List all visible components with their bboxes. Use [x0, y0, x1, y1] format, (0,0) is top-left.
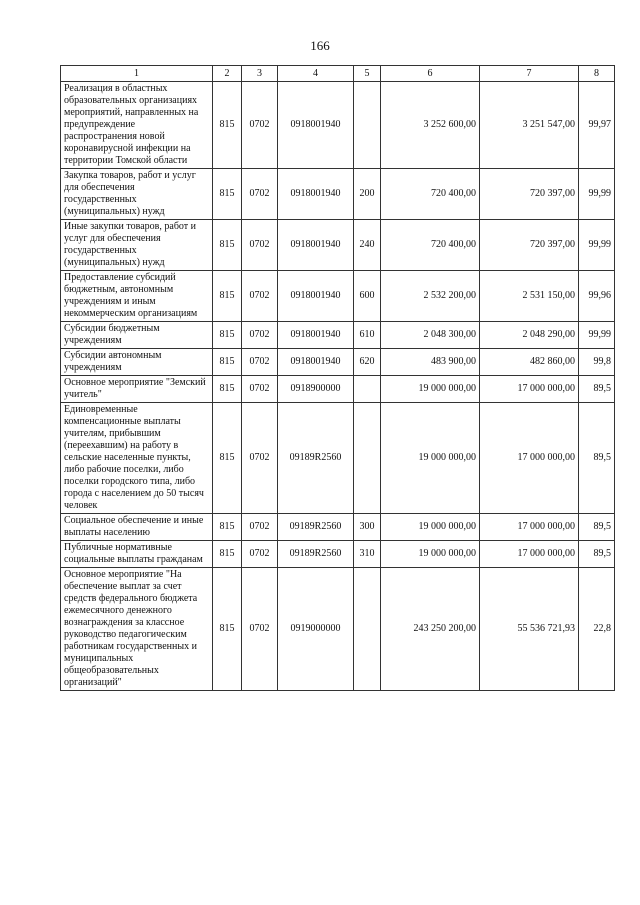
- page-number: 166: [310, 38, 330, 53]
- cell-percent: 89,5: [579, 514, 615, 541]
- cell-section-code: 0702: [242, 220, 278, 271]
- table-row: [61, 82, 615, 169]
- cell-percent: 99,8: [579, 349, 615, 376]
- cell-section-code: 0702: [242, 82, 278, 169]
- cell-planned: 483 900,00: [381, 349, 480, 376]
- row-name: Основное мероприятие "Земский учитель": [61, 376, 213, 403]
- cell-expense-type: 610: [354, 322, 381, 349]
- cell-expense-type: 200: [354, 169, 381, 220]
- cell-expense-type: 310: [354, 541, 381, 568]
- cell-admin-code: 815: [213, 271, 242, 322]
- cell-percent: 99,99: [579, 220, 615, 271]
- cell-section-code: 0702: [242, 376, 278, 403]
- cell-percent: 89,5: [579, 541, 615, 568]
- cell-expense-type: 240: [354, 220, 381, 271]
- cell-planned: 19 000 000,00: [381, 541, 480, 568]
- cell-planned: 720 400,00: [381, 169, 480, 220]
- cell-actual: 720 397,00: [480, 169, 579, 220]
- table-row: [61, 322, 615, 349]
- cell-percent: 99,99: [579, 322, 615, 349]
- cell-target-code: 0918900000: [278, 376, 354, 403]
- cell-admin-code: 815: [213, 514, 242, 541]
- cell-admin-code: 815: [213, 169, 242, 220]
- cell-section-code: 0702: [242, 541, 278, 568]
- cell-expense-type: 600: [354, 271, 381, 322]
- table-row: [61, 568, 615, 691]
- column-header: 6: [381, 66, 480, 82]
- row-name: Публичные нормативные социальные выплаты гражданам: [61, 541, 213, 568]
- column-header: 2: [213, 66, 242, 82]
- cell-expense-type: 620: [354, 349, 381, 376]
- cell-expense-type: [354, 403, 381, 514]
- row-name: Основное мероприятие "На обеспечение выплат за счет средств федерального бюджета ежемесячного денежного вознаграждения за классное руководство педагогическим работникам государственных и муниципальных общеобразовательных организаций": [61, 568, 213, 691]
- cell-planned: 720 400,00: [381, 220, 480, 271]
- table-row: [61, 349, 615, 376]
- row-name: Социальное обеспечение и иные выплаты населению: [61, 514, 213, 541]
- cell-target-code: 09189R2560: [278, 403, 354, 514]
- table-row: [61, 376, 615, 403]
- cell-admin-code: 815: [213, 220, 242, 271]
- cell-percent: 99,96: [579, 271, 615, 322]
- cell-section-code: 0702: [242, 322, 278, 349]
- cell-planned: 19 000 000,00: [381, 514, 480, 541]
- cell-actual: 2 048 290,00: [480, 322, 579, 349]
- cell-admin-code: 815: [213, 568, 242, 691]
- cell-target-code: 09189R2560: [278, 541, 354, 568]
- row-name: Реализация в областных образовательных организациях мероприятий, направленных на предупреждение распространения новой коронавирусной инфекции на территории Томской области: [61, 82, 213, 169]
- cell-actual: 2 531 150,00: [480, 271, 579, 322]
- cell-planned: 3 252 600,00: [381, 82, 480, 169]
- cell-percent: 89,5: [579, 403, 615, 514]
- cell-percent: 22,8: [579, 568, 615, 691]
- cell-target-code: 0918001940: [278, 220, 354, 271]
- column-header: 4: [278, 66, 354, 82]
- cell-expense-type: [354, 376, 381, 403]
- cell-target-code: 0918001940: [278, 271, 354, 322]
- table-row: [61, 514, 615, 541]
- row-name: Единовременные компенсационные выплаты учителям, прибывшим (переехавшим) на работу в сельские населенные пункты, либо рабочие поселки, либо поселки городского типа, либо города с населением до 50 тысяч человек: [61, 403, 213, 514]
- cell-section-code: 0702: [242, 514, 278, 541]
- cell-section-code: 0702: [242, 349, 278, 376]
- row-name: Иные закупки товаров, работ и услуг для обеспечения государственных (муниципальных) нужд: [61, 220, 213, 271]
- row-name: Субсидии бюджетным учреждениям: [61, 322, 213, 349]
- cell-actual: 720 397,00: [480, 220, 579, 271]
- cell-target-code: 0918001940: [278, 82, 354, 169]
- cell-actual: 17 000 000,00: [480, 514, 579, 541]
- cell-percent: 89,5: [579, 376, 615, 403]
- cell-admin-code: 815: [213, 349, 242, 376]
- row-name: Закупка товаров, работ и услуг для обеспечения государственных (муниципальных) нужд: [61, 169, 213, 220]
- table-row: [61, 403, 615, 514]
- row-name: Субсидии автономным учреждениям: [61, 349, 213, 376]
- column-header: 5: [354, 66, 381, 82]
- column-header: 8: [579, 66, 615, 82]
- column-header: 3: [242, 66, 278, 82]
- cell-target-code: 0918001940: [278, 169, 354, 220]
- cell-target-code: 09189R2560: [278, 514, 354, 541]
- table-row: [61, 220, 615, 271]
- cell-section-code: 0702: [242, 568, 278, 691]
- cell-target-code: 0918001940: [278, 322, 354, 349]
- cell-target-code: 0919000000: [278, 568, 354, 691]
- cell-planned: 2 532 200,00: [381, 271, 480, 322]
- cell-planned: 19 000 000,00: [381, 376, 480, 403]
- cell-section-code: 0702: [242, 169, 278, 220]
- table-row: [61, 541, 615, 568]
- cell-actual: 55 536 721,93: [480, 568, 579, 691]
- cell-percent: 99,97: [579, 82, 615, 169]
- cell-admin-code: 815: [213, 82, 242, 169]
- table-row: [61, 169, 615, 220]
- cell-expense-type: [354, 82, 381, 169]
- cell-admin-code: 815: [213, 376, 242, 403]
- cell-actual: 17 000 000,00: [480, 403, 579, 514]
- row-name: Предоставление субсидий бюджетным, автономным учреждениям и иным некоммерческим организациям: [61, 271, 213, 322]
- budget-table: [60, 65, 615, 691]
- cell-actual: 3 251 547,00: [480, 82, 579, 169]
- cell-target-code: 0918001940: [278, 349, 354, 376]
- cell-admin-code: 815: [213, 403, 242, 514]
- cell-expense-type: 300: [354, 514, 381, 541]
- cell-actual: 17 000 000,00: [480, 376, 579, 403]
- cell-planned: 2 048 300,00: [381, 322, 480, 349]
- cell-actual: 17 000 000,00: [480, 541, 579, 568]
- cell-admin-code: 815: [213, 541, 242, 568]
- cell-expense-type: [354, 568, 381, 691]
- cell-planned: 243 250 200,00: [381, 568, 480, 691]
- cell-section-code: 0702: [242, 403, 278, 514]
- cell-admin-code: 815: [213, 322, 242, 349]
- table-row: [61, 271, 615, 322]
- cell-percent: 99,99: [579, 169, 615, 220]
- cell-section-code: 0702: [242, 271, 278, 322]
- cell-actual: 482 860,00: [480, 349, 579, 376]
- column-header: 1: [61, 66, 213, 82]
- cell-planned: 19 000 000,00: [381, 403, 480, 514]
- table-header-row: [61, 66, 615, 82]
- column-header: 7: [480, 66, 579, 82]
